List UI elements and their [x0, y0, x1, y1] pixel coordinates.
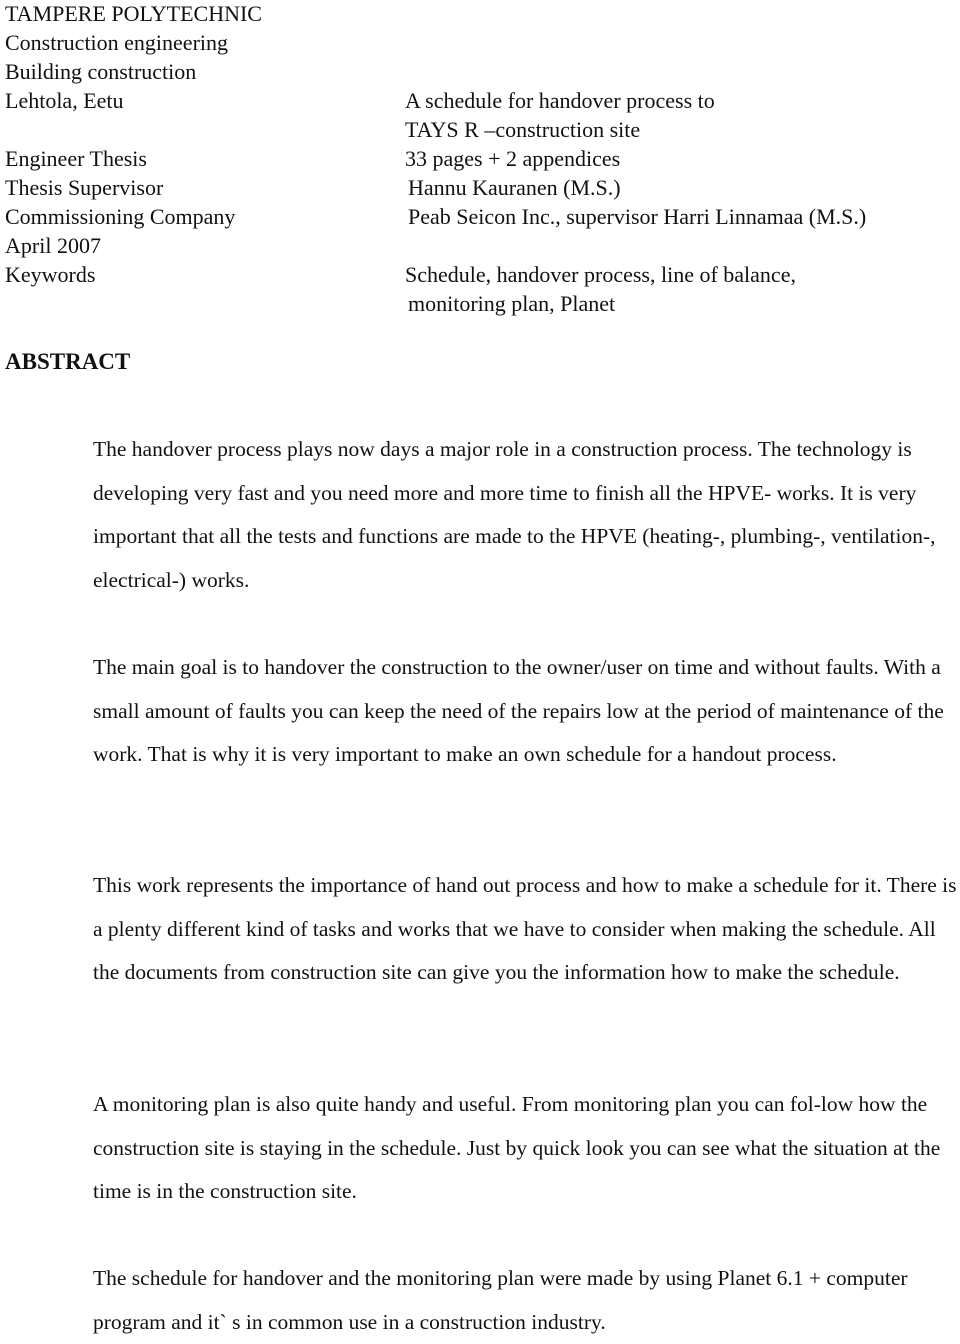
- company-value: Peab Seicon Inc., supervisor Harri Linnamaa (M.S.): [408, 204, 867, 229]
- thesis-type-label: Engineer Thesis: [5, 146, 147, 171]
- keywords-value-line1: Schedule, handover process, line of balance,: [405, 262, 796, 287]
- page-count: 33 pages + 2 appendices: [405, 146, 621, 171]
- thesis-title-line2: TAYS R –construction site: [405, 117, 641, 142]
- commissioning-company-label: Commissioning Company: [5, 204, 236, 229]
- abstract-paragraph: A monitoring plan is also quite handy and useful. From monitoring plan you can fol-low how the construction site is staying in the schedule. Just by quick look you can see what the situation at the time is in the construction site.: [93, 1092, 941, 1203]
- abstract-paragraph: The handover process plays now days a major role in a construction process. The technology is developing very fast and you need more and more time to finish all the HPVE- works. It is very important that all the tests and functions are made to the HPVE (heating-, plumbing-, ventilation-, electrical-) works.: [93, 437, 936, 592]
- specialisation: Building construction: [5, 59, 197, 84]
- abstract-paragraph: The main goal is to handover the construction to the owner/user on time and without faults. With a small amount of faults you can keep the need of the repairs low at the period of maintenance of the work. That is why it is very important to make an own schedule for a handout process.: [93, 655, 944, 766]
- institution-name: TAMPERE POLYTECHNIC: [5, 1, 262, 26]
- abstract-heading: ABSTRACT: [5, 349, 131, 374]
- keywords-label: Keywords: [5, 262, 96, 287]
- abstract-paragraph: This work represents the importance of hand out process and how to make a schedule for it. There is a plenty different kind of tasks and works that we have to consider when making the schedule. All the documents from construction site can give you the information how to make the schedule.: [93, 873, 957, 984]
- supervisor-label: Thesis Supervisor: [5, 175, 164, 200]
- author-name: Lehtola, Eetu: [5, 88, 124, 113]
- keywords-value-line2: monitoring plan, Planet: [408, 291, 616, 316]
- supervisor-value: Hannu Kauranen (M.S.): [408, 175, 621, 200]
- abstract-paragraph: The schedule for handover and the monitoring plan were made by using Planet 6.1 + computer program and it` s in common use in a construction industry.: [93, 1266, 908, 1334]
- degree-programme: Construction engineering: [5, 30, 229, 55]
- date-label: April 2007: [5, 233, 101, 258]
- thesis-title-line1: A schedule for handover process to: [405, 88, 715, 113]
